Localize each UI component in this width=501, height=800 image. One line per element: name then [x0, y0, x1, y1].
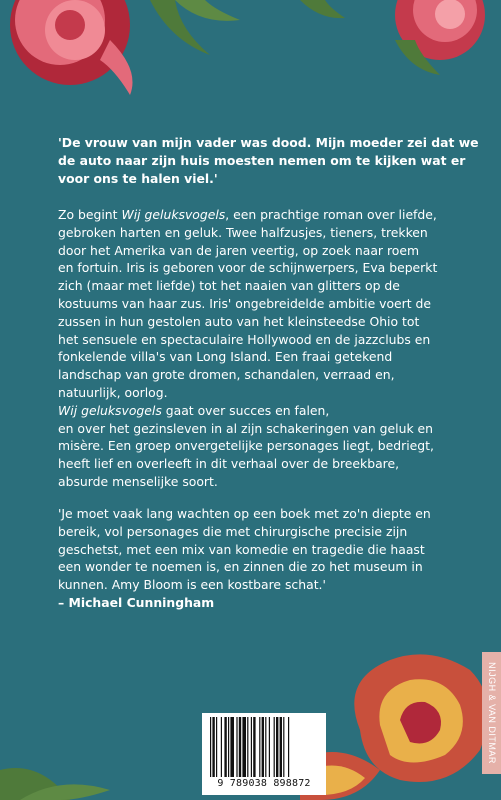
- blurb-line: Wij geluksvogels gaat over succes en falen,: [58, 402, 330, 418]
- barcode-bar: [274, 717, 275, 777]
- review-quote: [58, 505, 458, 594]
- barcode-bar: [280, 717, 282, 777]
- barcode-bar: [228, 717, 229, 777]
- blurb-line: het sensuele en spectaculaire Hollywood en de jazzclubs en: [58, 331, 431, 347]
- review-line: bereik, vol personages die met chirurgische precisie zijn: [58, 523, 408, 539]
- blurb-line: absurde menselijke soort.: [58, 473, 218, 489]
- barcode-bar: [276, 717, 278, 777]
- isbn-number: 9 789038 898872: [217, 778, 311, 789]
- blurb-line: landschap van grote dromen, schandalen, verraad en,: [58, 367, 395, 383]
- review-line: 'Je moet vaak lang wachten op een boek met zo'n diepte en: [58, 506, 431, 521]
- blurb-line: fonkelende villa's van Long Island. Een fraai getekend: [58, 349, 393, 365]
- blurb-line: en fortuin. Iris is geboren voor de schijnwerpers, Eva beperkt: [58, 260, 438, 276]
- blurb-line: Zo begint Wij geluksvogels, een prachtige roman over liefde,: [58, 207, 437, 222]
- barcode-bar: [269, 717, 270, 777]
- barcode-bar: [239, 717, 241, 777]
- barcode-bar: [224, 717, 226, 777]
- blurb-line: door het Amerika van de jaren veertig, op zoek naar roem: [58, 242, 420, 258]
- book-title: Wij geluksvogels: [58, 402, 162, 418]
- barcode-bar: [242, 717, 246, 777]
- publisher-name: NIJGH & VAN DITMAR: [486, 662, 497, 764]
- barcode-bar: [265, 717, 266, 777]
- opening-quote: [58, 134, 479, 187]
- opening-quote-line: voor ons te halen viel.': [58, 170, 218, 186]
- isbn-barcode: [202, 713, 326, 795]
- blurb-line: kostuums van haar zus. Iris' ongebreidelde ambitie voert de: [58, 295, 432, 311]
- publisher-imprint-tab: [482, 652, 501, 774]
- barcode-bar: [230, 717, 234, 777]
- barcode-bar: [251, 717, 252, 777]
- blurb-line: misère. Een groep onvergetelijke personages liegt, bedriegt,: [58, 438, 434, 454]
- opening-quote-line: de auto naar zijn huis moesten nemen om te kijken wat er: [58, 152, 466, 168]
- review-line: geschetst, met een mix van komedie en tragedie die haast: [58, 541, 425, 557]
- barcode-bar: [283, 717, 284, 777]
- blurb-line: heeft lief en overleeft in dit verhaal over de breekbare,: [58, 456, 400, 472]
- barcode-bar: [262, 717, 264, 777]
- flower-illustration-bottom-left: [0, 720, 120, 800]
- opening-quote-line: 'De vrouw van mijn vader was dood. Mijn moeder zei dat we: [58, 135, 479, 150]
- barcode-bar: [216, 717, 217, 777]
- blurb-line: zussen in hun gestolen auto van het kleinsteedse Ohio tot: [58, 313, 420, 329]
- flower-illustration-bottom-right: [300, 640, 501, 800]
- reviewer-name: – Michael Cunningham: [58, 595, 215, 610]
- blurb-line: en over het gezinsleven in al zijn schakeringen van geluk en: [58, 420, 434, 436]
- flower-illustration-top: [0, 0, 501, 110]
- book-title: Wij geluksvogels: [121, 207, 226, 222]
- barcode-bar: [210, 717, 211, 777]
- review-line: kunnen. Amy Bloom is een kostbare schat.': [58, 577, 326, 593]
- barcode-bar: [259, 717, 260, 777]
- blurb-line: zich (maar met liefde) tot het naaien van glitters op de: [58, 278, 400, 294]
- book-blurb: [58, 206, 458, 491]
- blurb-line: natuurlijk, oorlog.: [58, 384, 168, 400]
- barcode-bar: [247, 717, 248, 777]
- barcode-bar: [253, 717, 255, 777]
- barcode-bars: [210, 717, 318, 777]
- blurb-line: gebroken harten en geluk. Twee halfzusjes, tieners, trekken: [58, 224, 428, 240]
- review-line: een wonder te noemen is, en zinnen die zo het museum in: [58, 559, 423, 575]
- barcode-bar: [236, 717, 237, 777]
- barcode-bar: [221, 717, 222, 777]
- barcode-bar: [212, 717, 214, 777]
- barcode-bar: [288, 717, 289, 777]
